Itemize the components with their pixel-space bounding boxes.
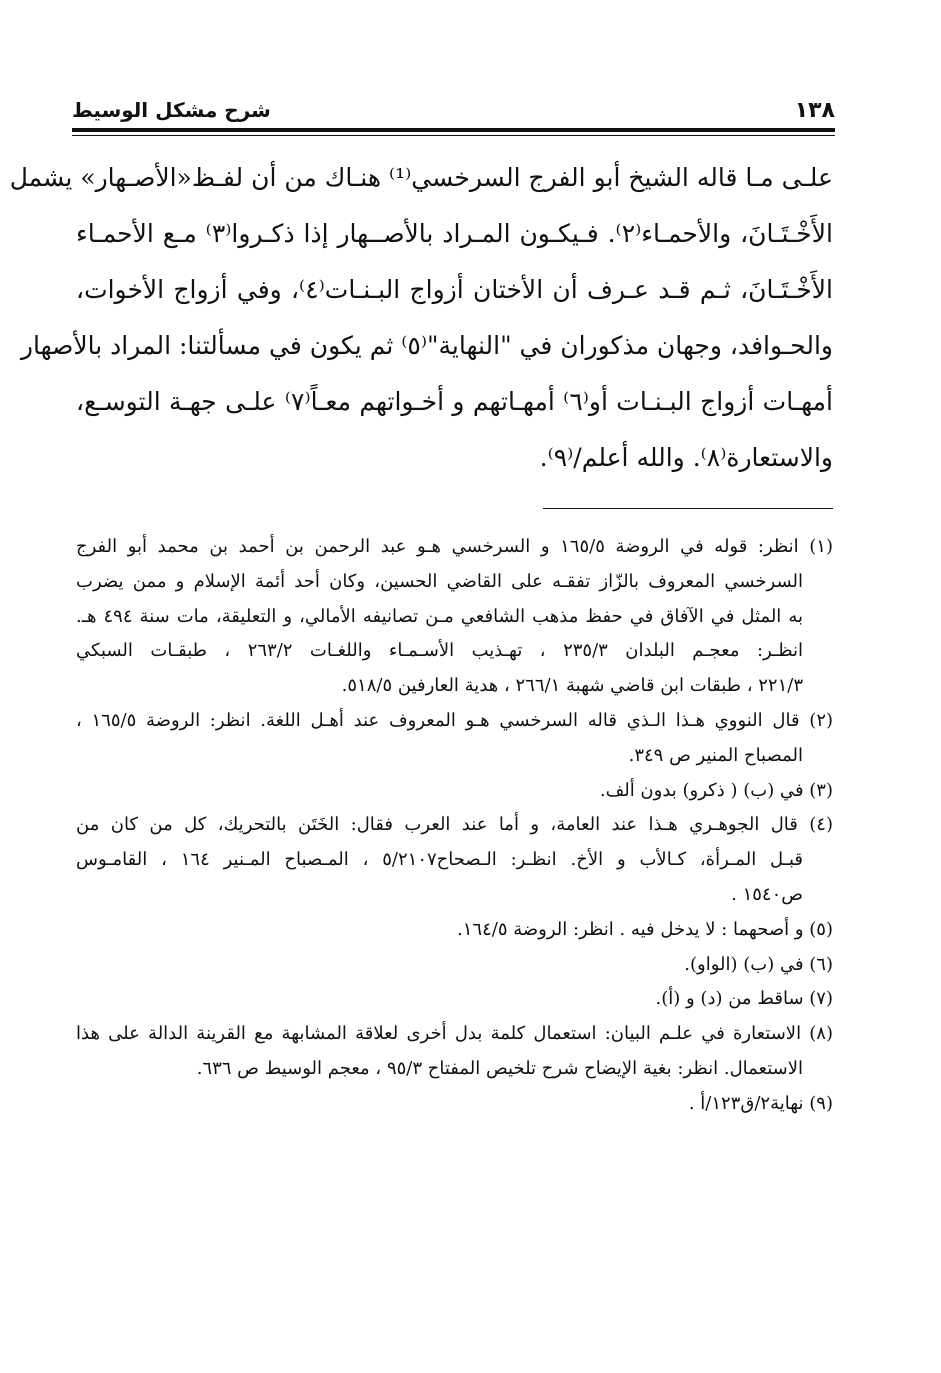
footnote-9 (76, 1087, 833, 1122)
body-line: الأَخْـتَـانَ، والأحمـاء⁽٢⁾. فـيكـون المـراد بالأصــهار إذا ذكـروا⁽٣⁾ مـع الأحمـاء (76, 219, 833, 248)
body-line: الأَخْـتَـانَ، ثـم قـد عـرف أن الأختان أزواج البـنـات⁽٤⁾، وفي أزواج الأخوات، (76, 275, 833, 304)
footnote-line: ٢٢١/٣ ، طبقات ابن قاضي شهبة ٢٦٦/١ ، هدية العارفين ٥١٨/٥. (341, 675, 803, 697)
body-line: أمهـات أزواج البـنـات أو⁽٦⁾ أمهـاتهم و أخـواتهم معـاً⁽٧⁾ علـى جهـة التوسـع، (76, 387, 833, 416)
footnotes (76, 530, 833, 1122)
footnote-line: (٣) في (ب) ( ذكرو) بدون ألف. (599, 779, 833, 801)
footnote-5 (76, 913, 833, 948)
footnote-1 (76, 530, 833, 704)
footnote-3 (76, 774, 833, 809)
footnote-line: (٧) ساقط من (د) و (أ). (655, 988, 833, 1010)
footnote-line: (٤) قال الجوهـري هـذا عند العامة، و أما عند العرب فقال: الخَتَن بالتحريك، كل من كان من (76, 814, 833, 836)
footnote-line: (٩) نهاية٢/ق١٢٣/أ . (688, 1092, 833, 1114)
footnote-line: (٢) قال النووي هـذا الـذي قاله السرخسي هـو المعروف عند أهـل اللغة. انظر: الروضة ١٦٥/٥ ، (76, 709, 834, 731)
footnote-6 (76, 948, 833, 983)
body-line: والاستعارة⁽٨⁾. والله أعلم/⁽٩⁾. (539, 443, 833, 472)
footnote-7 (76, 982, 833, 1017)
page-header (72, 98, 835, 128)
footnote-4 (76, 808, 833, 912)
running-title: شرح مشكل الوسيط (72, 98, 271, 122)
footnote-line: (٨) الاستعارة في علـم البيان: استعمال كلمة بدل أخرى لعلاقة المشابهة مع القرينة الدالة على هذا (76, 1023, 833, 1045)
page-number: ١٣٨ (794, 98, 835, 123)
body-line: والحـوافد، وجهان مذكوران في "النهاية"⁽٥⁾ ثم يكون في مسألتنا: المراد بالأصهار (20, 331, 833, 360)
footnote-2 (76, 704, 833, 774)
header-rule-thick (72, 128, 835, 132)
footnote-line: (٥) و أصحهما : لا يدخل فيه . انظر: الروضة ١٦٤/٥. (457, 918, 833, 940)
footnote-line: انظـر: معجـم البلدان ٢٣٥/٣ ، تهـذيب الأسـمـاء واللغـات ٢٦٣/٢ ، طبقـات السبكي (76, 640, 804, 662)
footnote-line: قبـل المـرأة، كـالأب و الأخ. انظـر: الـصحاح٥/٢١٠٧ ، المـصباح المـنير ١٦٤ ، القامـوس (76, 849, 803, 871)
body-text (9, 150, 833, 486)
footnote-line: (١) انظر: قوله في الروضة ١٦٥/٥ و السرخسي هـو عبد الرحمن بن أحمد بن محمد أبو الفرج (76, 536, 833, 557)
body-line: علـى مـا قاله الشيخ أبو الفرج السرخسي⁽¹⁾ هنـاك من أن لفـظ«الأصـهار» يشمل (9, 163, 833, 192)
footnote-line: ص١٥٤٠ . (731, 883, 803, 905)
footnote-line: السرخسي المعروف بالزّاز تفقـه على القاضي الحسين، وكان أحد أئمة الإسلام و ممن يضرب (76, 570, 803, 592)
footnote-line: (٦) في (ب) (الواو). (684, 953, 833, 975)
footnote-line: المصباح المنير ص ٣٤٩. (628, 744, 803, 766)
footnote-8 (76, 1017, 833, 1087)
footnote-separator (543, 508, 833, 509)
footnote-line: به المثل في الآفاق في حفظ مذهب الشافعي مـن تصانيفه الأمالي، و التعليقة، مات سنة ٤٩٤ هـ. (76, 605, 803, 627)
footnote-line: الاستعمال. انظر: بغية الإيضاح شرح تلخيص المفتاح ٩٥/٣ ، معجم الوسيط ص ٦٣٦. (196, 1057, 803, 1079)
header-rule-thin (72, 135, 835, 136)
